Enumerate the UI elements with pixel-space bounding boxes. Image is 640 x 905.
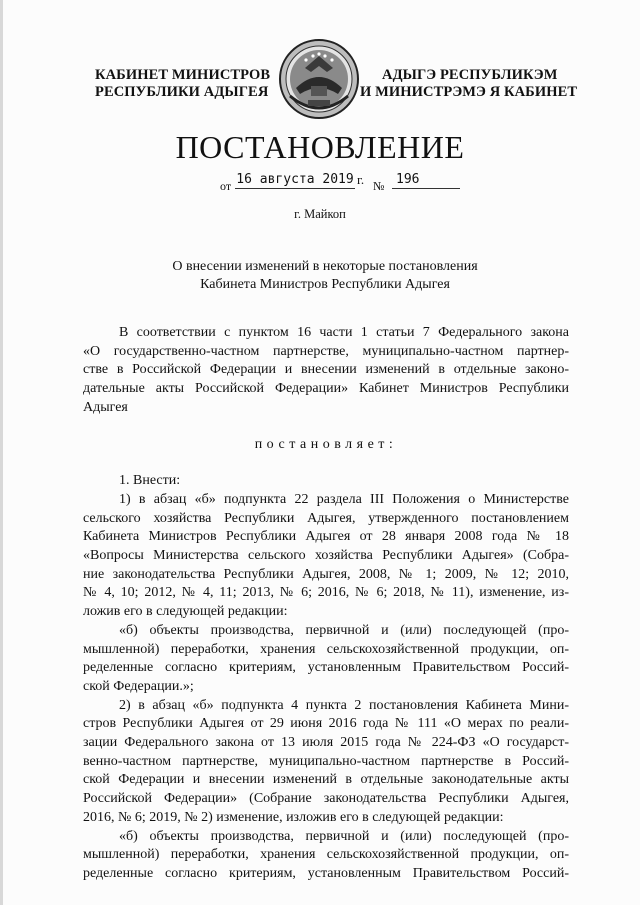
body-line: сельского хозяйства Республики Адыгея, утвержденного постановлением [83, 510, 569, 526]
date-prefix: от [220, 179, 232, 193]
body-line: Кабинета Министров Республики Адыгея от 28 января 2008 года № 18 [83, 529, 569, 545]
title-line: О внесении изменений в некоторые постановления [172, 259, 478, 274]
document-date: 16 августа 2019 [236, 172, 354, 187]
body-line: «О государственно-частном партнерстве, муниципально-частном партнер- [83, 343, 569, 359]
body-line: ределенные согласно критериям, установленным Правительством Россий- [83, 865, 569, 881]
body-line: № 4, 10; 2012, № 4, 11; 2013, № 6; 2016, № 6; 2018, № 11), изменение, из- [83, 585, 569, 601]
header-right-line: И МИНИСТРЭМЭ Я КАБИНЕТ [360, 84, 578, 100]
body-line: 2016, № 6; 2019, № 2) изменение, изложив его в следующей редакции: [83, 809, 504, 825]
body-line: 1. Внести: [119, 473, 181, 489]
body-line: мышленной) переработки, хранения сельскохозяйственной продукции, оп- [83, 847, 569, 863]
header-right-line: АДЫГЭ РЕСПУБЛИКЭМ [382, 67, 558, 83]
body-line: «б) объекты производства, первичной и (или) последующей (про- [119, 828, 569, 844]
body-line: ской Федерации.»; [83, 678, 194, 694]
body-line: «б) объекты производства, первичной и (или) последующей (про- [119, 622, 569, 638]
quote-1-paragraph [83, 622, 569, 697]
document-title [0, 258, 640, 294]
header-right-ady [360, 67, 580, 101]
item-1 [83, 472, 569, 491]
body-line: венно-частном партнерстве, муниципально-частном партнерстве в Россий- [83, 753, 569, 769]
city-line: г. Майкоп [294, 207, 346, 221]
header-left-ru [95, 67, 275, 101]
body-line: ской Федерации и внесении изменений в отдельные законодательные акты [83, 772, 569, 788]
body-line: В соответствии с пунктом 16 части 1 статьи 7 Федерального закона [119, 325, 569, 340]
body-line: дательные акты Российской Федерации» Кабинет Министров Республики [83, 381, 569, 397]
adygea-coat-of-arms-icon [278, 38, 360, 120]
document-type-heading: ПОСТАНОВЛЕНИЕ [175, 129, 465, 165]
body-line: ние законодательства Республики Адыгея, 2008, № 1; 2009, № 12; 2010, [83, 566, 569, 582]
number-prefix: № [373, 179, 385, 193]
quote-2-paragraph [83, 828, 569, 884]
body-line: зации Федерального закона от 13 июля 2015 года № 224-ФЗ «О государст- [83, 735, 569, 751]
subitem-1-paragraph [83, 491, 569, 622]
resolves-heading: постановляет: [254, 436, 398, 452]
body-line: стров Республики Адыгея от 29 июня 2016 года № 111 «О мерах по реали- [83, 716, 569, 732]
body-line: мышленной) переработки, хранения сельскохозяйственной продукции, оп- [83, 641, 569, 657]
header-left-line: РЕСПУБЛИКИ АДЫГЕЯ [95, 84, 269, 100]
body-line: 2) в абзац «б» подпункта 4 пункта 2 постановления Кабинета Мини- [119, 697, 569, 713]
preamble-paragraph [83, 324, 569, 418]
body-line: 1) в абзац «б» подпункта 22 раздела III Положения о Министерстве [119, 491, 569, 507]
body-line: стве в Российской Федерации и внесении изменений в отдельные законо- [83, 362, 569, 378]
body-line: «Вопросы Министерства сельского хозяйства Республики Адыгея» (Собра- [83, 548, 569, 564]
document-number: 196 [392, 172, 460, 189]
body-line: ложив его в следующей редакции: [83, 604, 288, 620]
document-body [83, 324, 569, 884]
header-left-line: КАБИНЕТ МИНИСТРОВ [95, 67, 271, 83]
body-line: Российской Федерации» (Собрание законодательства Республики Адыгея, [83, 791, 569, 807]
title-line: Кабинета Министров Республики Адыгея [200, 277, 450, 292]
year-suffix: г. [357, 172, 365, 187]
body-line: Адыгея [83, 399, 128, 415]
body-line: ределенные согласно критериям, установленным Правительством Россий- [83, 660, 569, 676]
subitem-2-paragraph [83, 697, 569, 828]
